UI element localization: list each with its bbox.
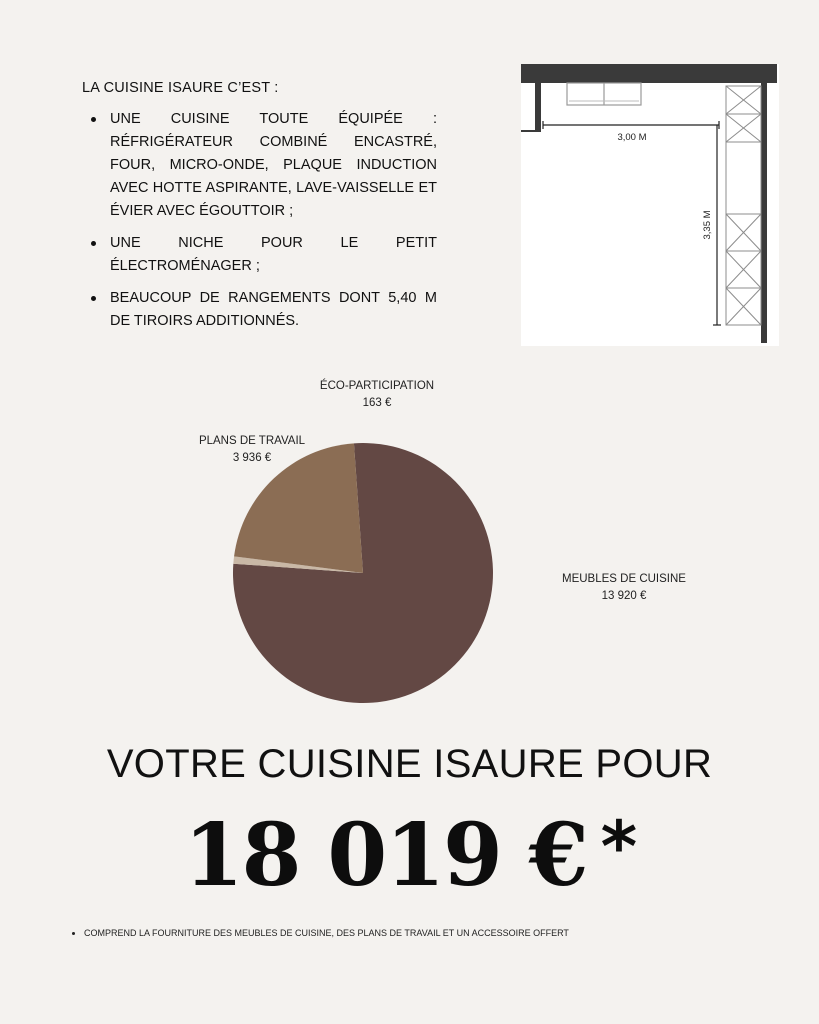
kitchen-floor-plan bbox=[521, 64, 779, 346]
slice-value-eco: 163 € bbox=[362, 397, 392, 409]
plan-wall-end bbox=[535, 127, 539, 132]
plan-depth-label: 3,35 M bbox=[702, 210, 713, 240]
feature-text: BEAUCOUP DE RANGEMENTS DONT 5,40 M DE TIROIRS ADDITIONNÉS. bbox=[110, 290, 437, 329]
floor-plan-drawing bbox=[521, 64, 779, 346]
plan-left-wall-stub bbox=[535, 83, 541, 132]
slice-name-plans: PLANS DE TRAVAIL bbox=[198, 435, 306, 447]
intro-section bbox=[82, 80, 437, 342]
bullet-icon bbox=[91, 296, 96, 301]
bullet-icon bbox=[72, 932, 75, 935]
slice-value-plans: 3 936 € bbox=[232, 452, 272, 464]
feature-text: UNE CUISINE TOUTE ÉQUIPÉE : RÉFRIGÉRATEUR COMBINÉ ENCASTRÉ, FOUR, MICRO-ONDE, PLAQUE INDUCTION AVEC HOTTE ASPIRANTE, LAVE-VAISSELLE ET ÉVIER AVEC ÉGOUTTOIR ; bbox=[110, 111, 437, 219]
price-breakdown-chart bbox=[0, 370, 819, 720]
intro-title: LA CUISINE ISAURE C’EST : bbox=[82, 80, 279, 96]
bullet-icon bbox=[91, 117, 96, 122]
feature-text: UNE NICHE POUR LE PETIT ÉLECTROMÉNAGER ; bbox=[110, 235, 437, 274]
footnote bbox=[72, 928, 569, 938]
label-meubles-de-cuisine bbox=[544, 571, 704, 605]
pie-chart bbox=[0, 370, 819, 720]
plan-right-wall bbox=[761, 83, 767, 343]
headline: VOTRE CUISINE ISAURE POUR bbox=[106, 742, 713, 786]
slice-name-meubles: MEUBLES DE CUISINE bbox=[562, 573, 686, 585]
slice-name-eco: ÉCO-PARTICIPATION bbox=[319, 380, 435, 392]
footnote-text: COMPREND LA FOURNITURE DES MEUBLES DE CUISINE, DES PLANS DE TRAVAIL ET UN ACCESSOIRE OFFERT bbox=[84, 928, 569, 938]
feature-list bbox=[82, 108, 437, 333]
bullet-icon bbox=[91, 241, 96, 246]
feature-item-niche bbox=[82, 232, 437, 278]
slice-value-meubles: 13 920 € bbox=[601, 590, 647, 602]
feature-item-equipment bbox=[82, 108, 437, 223]
price-asterisk: * bbox=[600, 806, 636, 888]
plan-width-label: 3,00 M bbox=[617, 132, 647, 143]
plan-niche-unit bbox=[726, 142, 761, 214]
feature-item-storage bbox=[82, 287, 437, 333]
label-plans-de-travail bbox=[177, 433, 327, 467]
plan-top-wall bbox=[521, 64, 777, 83]
price-value: 18 019 € bbox=[183, 805, 587, 906]
label-eco-participation bbox=[302, 378, 452, 412]
total-price bbox=[0, 805, 819, 906]
plan-column-units bbox=[726, 86, 761, 325]
